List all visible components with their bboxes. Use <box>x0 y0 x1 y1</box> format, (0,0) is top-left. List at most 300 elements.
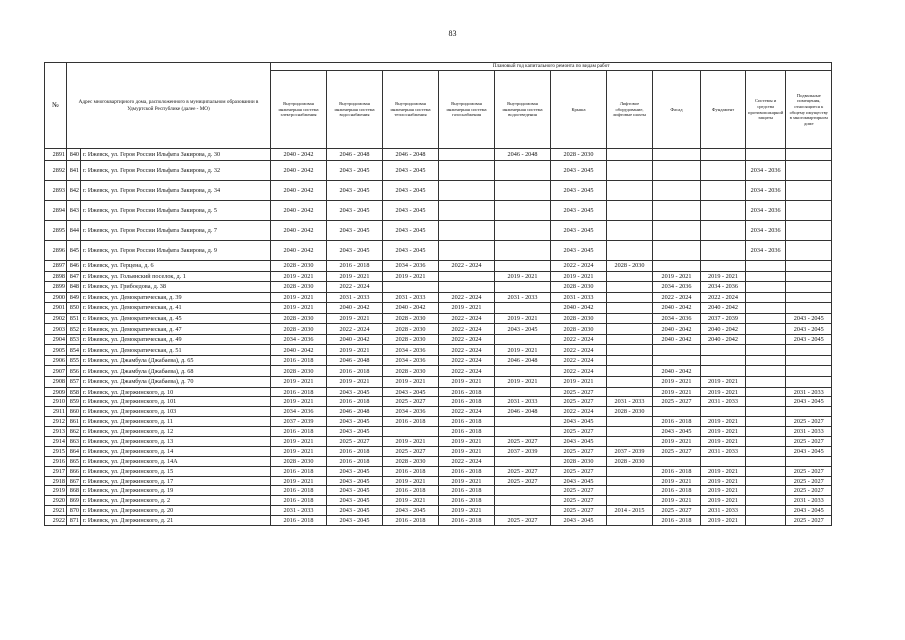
row-year-cell: 2043 - 2045 <box>383 221 439 241</box>
row-year-cell: 2019 - 2021 <box>271 476 327 486</box>
row-year-cell <box>495 334 551 345</box>
row-year-cell: 2025 - 2027 <box>495 516 551 526</box>
row-year-cell: 2022 - 2024 <box>327 282 383 293</box>
row-year-cell <box>607 221 653 241</box>
row-year-cell: 2022 - 2024 <box>701 292 746 303</box>
row-year-cell: 2025 - 2027 <box>495 437 551 447</box>
row-year-cell <box>701 161 746 181</box>
row-year-cell: 2028 - 2030 <box>383 456 439 466</box>
row-year-cell: 2043 - 2045 <box>327 161 383 181</box>
row-year-cell <box>607 149 653 161</box>
row-year-cell: 2016 - 2018 <box>271 427 327 437</box>
row-year-cell: 2046 - 2048 <box>495 355 551 366</box>
row-year-cell: 2043 - 2045 <box>383 201 439 221</box>
row-year-cell <box>786 261 832 272</box>
row-year-cell: 2019 - 2021 <box>271 303 327 314</box>
row-year-cell <box>439 241 495 261</box>
row-year-cell: 2016 - 2018 <box>327 446 383 456</box>
row-year-cell <box>653 355 701 366</box>
row-year-cell: 2019 - 2021 <box>495 377 551 388</box>
row-year-cell <box>786 149 832 161</box>
row-year-cell <box>495 486 551 496</box>
row-mo-number: 863 <box>67 437 81 447</box>
row-year-cell <box>439 201 495 221</box>
row-year-cell: 2031 - 2033 <box>701 446 746 456</box>
row-number: 2909 <box>45 387 67 397</box>
table-row <box>45 261 832 272</box>
row-year-cell <box>746 282 786 293</box>
row-address: г. Ижевск, ул. Демократическая, д. 39 <box>81 292 271 303</box>
row-year-cell <box>607 476 653 486</box>
row-year-cell: 2019 - 2021 <box>701 466 746 476</box>
row-year-cell <box>746 486 786 496</box>
row-year-cell: 2022 - 2024 <box>439 292 495 303</box>
row-year-cell <box>701 407 746 417</box>
table-row <box>45 366 832 377</box>
row-year-cell: 2043 - 2045 <box>327 476 383 486</box>
row-year-cell: 2040 - 2042 <box>653 334 701 345</box>
row-mo-number: 841 <box>67 161 81 181</box>
row-mo-number: 861 <box>67 417 81 427</box>
row-number: 2894 <box>45 201 67 221</box>
row-mo-number: 870 <box>67 506 81 516</box>
row-year-cell: 2019 - 2021 <box>701 476 746 486</box>
row-year-cell: 2019 - 2021 <box>383 476 439 486</box>
row-year-cell <box>746 417 786 427</box>
row-year-cell <box>746 313 786 324</box>
row-year-cell: 2019 - 2021 <box>271 377 327 388</box>
row-year-cell: 2034 - 2036 <box>746 201 786 221</box>
table-row <box>45 437 832 447</box>
row-year-cell <box>495 496 551 506</box>
row-year-cell <box>701 241 746 261</box>
row-year-cell: 2025 - 2027 <box>786 476 832 486</box>
row-year-cell: 2019 - 2021 <box>551 271 607 282</box>
row-year-cell <box>607 366 653 377</box>
row-year-cell <box>701 149 746 161</box>
row-address: г. Ижевск, ул. Героя России Ильфата Закирова, д. 34 <box>81 181 271 201</box>
row-year-cell: 2016 - 2018 <box>653 417 701 427</box>
row-year-cell <box>653 345 701 356</box>
row-year-cell: 2031 - 2033 <box>701 397 746 407</box>
table-row <box>45 161 832 181</box>
row-year-cell <box>746 366 786 377</box>
row-address: г. Ижевск, ул. Джамбула (Джабаева), д. 65 <box>81 355 271 366</box>
row-address: г. Ижевск, ул. Дзержинского, д. 21 <box>81 516 271 526</box>
row-year-cell: 2031 - 2033 <box>327 292 383 303</box>
row-year-cell: 2043 - 2045 <box>383 181 439 201</box>
row-year-cell: 2016 - 2018 <box>653 486 701 496</box>
row-year-cell: 2028 - 2030 <box>607 261 653 272</box>
row-year-cell <box>746 377 786 388</box>
row-year-cell: 2040 - 2042 <box>271 345 327 356</box>
row-number: 2922 <box>45 516 67 526</box>
row-year-cell: 2025 - 2027 <box>786 516 832 526</box>
row-year-cell <box>653 456 701 466</box>
row-year-cell: 2022 - 2024 <box>439 407 495 417</box>
row-year-cell <box>653 201 701 221</box>
row-year-cell <box>495 261 551 272</box>
row-address: г. Ижевск, ул. Демократическая, д. 49 <box>81 334 271 345</box>
row-year-cell <box>653 407 701 417</box>
row-address: г. Ижевск, ул. Героя России Ильфата Закирова, д. 30 <box>81 149 271 161</box>
row-year-cell: 2028 - 2030 <box>607 456 653 466</box>
row-year-cell: 2031 - 2033 <box>495 397 551 407</box>
row-year-cell: 2028 - 2030 <box>551 456 607 466</box>
row-year-cell <box>786 345 832 356</box>
row-year-cell: 2019 - 2021 <box>495 271 551 282</box>
row-year-cell: 2031 - 2033 <box>701 506 746 516</box>
row-year-cell <box>607 313 653 324</box>
row-year-cell: 2043 - 2045 <box>327 417 383 427</box>
row-year-cell: 2046 - 2048 <box>495 149 551 161</box>
row-address: г. Ижевск, ул. Джамбула (Джабаева), д. 68 <box>81 366 271 377</box>
row-year-cell: 2025 - 2027 <box>551 506 607 516</box>
row-year-cell <box>786 221 832 241</box>
row-number: 2902 <box>45 313 67 324</box>
row-address: г. Ижевск, ул. Дзержинского, д. 14 <box>81 446 271 456</box>
table-row <box>45 241 832 261</box>
row-year-cell <box>653 221 701 241</box>
row-year-cell: 2025 - 2027 <box>383 397 439 407</box>
row-year-cell: 2028 - 2030 <box>383 334 439 345</box>
row-year-cell <box>607 303 653 314</box>
row-year-cell: 2034 - 2036 <box>653 313 701 324</box>
row-mo-number: 842 <box>67 181 81 201</box>
table-row <box>45 516 832 526</box>
row-year-cell <box>746 324 786 335</box>
row-year-cell <box>746 345 786 356</box>
row-year-cell <box>786 303 832 314</box>
row-year-cell <box>495 387 551 397</box>
table-row <box>45 417 832 427</box>
row-number: 2920 <box>45 496 67 506</box>
row-year-cell: 2034 - 2036 <box>271 334 327 345</box>
row-year-cell: 2040 - 2042 <box>653 303 701 314</box>
row-year-cell: 2043 - 2045 <box>327 506 383 516</box>
row-year-cell: 2040 - 2042 <box>701 334 746 345</box>
row-number: 2912 <box>45 417 67 427</box>
row-year-cell: 2019 - 2021 <box>701 486 746 496</box>
row-mo-number: 866 <box>67 466 81 476</box>
row-number: 2916 <box>45 456 67 466</box>
row-year-cell: 2040 - 2042 <box>383 303 439 314</box>
row-year-cell: 2016 - 2018 <box>439 496 495 506</box>
row-year-cell: 2022 - 2024 <box>653 292 701 303</box>
row-year-cell: 2043 - 2045 <box>327 221 383 241</box>
row-year-cell <box>786 282 832 293</box>
table-row <box>45 324 832 335</box>
row-year-cell: 2019 - 2021 <box>701 417 746 427</box>
row-year-cell: 2046 - 2048 <box>383 149 439 161</box>
table-row <box>45 427 832 437</box>
row-year-cell: 2016 - 2018 <box>439 427 495 437</box>
row-mo-number: 856 <box>67 366 81 377</box>
row-year-cell: 2043 - 2045 <box>327 466 383 476</box>
row-number: 2899 <box>45 282 67 293</box>
row-year-cell: 2019 - 2021 <box>439 446 495 456</box>
row-year-cell: 2022 - 2024 <box>327 324 383 335</box>
row-year-cell <box>746 516 786 526</box>
row-year-cell: 2043 - 2045 <box>551 221 607 241</box>
row-number: 2910 <box>45 397 67 407</box>
row-year-cell <box>786 377 832 388</box>
row-year-cell: 2031 - 2033 <box>786 427 832 437</box>
row-year-cell: 2040 - 2042 <box>271 241 327 261</box>
row-year-cell: 2043 - 2045 <box>551 437 607 447</box>
row-year-cell: 2016 - 2018 <box>271 486 327 496</box>
row-year-cell: 2043 - 2045 <box>327 241 383 261</box>
row-year-cell: 2028 - 2030 <box>383 324 439 335</box>
row-year-cell <box>701 456 746 466</box>
row-address: г. Ижевск, ул. Дзержинского, д. 20 <box>81 506 271 516</box>
row-year-cell <box>746 149 786 161</box>
row-year-cell: 2031 - 2033 <box>786 387 832 397</box>
header-elevator: Лифтовое оборудование, лифтовые шахты <box>607 71 653 149</box>
row-year-cell <box>607 241 653 261</box>
row-year-cell: 2043 - 2045 <box>551 161 607 181</box>
row-year-cell: 2034 - 2036 <box>746 221 786 241</box>
row-year-cell: 2016 - 2018 <box>271 496 327 506</box>
row-year-cell <box>746 387 786 397</box>
row-mo-number: 860 <box>67 407 81 417</box>
row-mo-number: 854 <box>67 345 81 356</box>
row-year-cell: 2022 - 2024 <box>551 355 607 366</box>
table-row <box>45 201 832 221</box>
row-address: г. Ижевск, ул. Дзержинского, д. 19 <box>81 486 271 496</box>
row-year-cell: 2019 - 2021 <box>653 387 701 397</box>
row-year-cell: 2016 - 2018 <box>439 466 495 476</box>
row-year-cell: 2022 - 2024 <box>439 334 495 345</box>
row-year-cell: 2025 - 2027 <box>653 446 701 456</box>
row-year-cell <box>607 427 653 437</box>
row-mo-number: 844 <box>67 221 81 241</box>
row-address: г. Ижевск, ул. Герцена, д. 6 <box>81 261 271 272</box>
row-mo-number: 868 <box>67 486 81 496</box>
row-year-cell: 2016 - 2018 <box>439 516 495 526</box>
header-num: № <box>45 63 67 149</box>
row-year-cell: 2019 - 2021 <box>653 476 701 486</box>
row-year-cell: 2019 - 2021 <box>551 377 607 388</box>
row-year-cell <box>495 241 551 261</box>
row-year-cell: 2043 - 2045 <box>327 496 383 506</box>
header-drain: Внутридомовая инженерная система водоотведения <box>495 71 551 149</box>
row-year-cell <box>495 221 551 241</box>
row-year-cell <box>495 303 551 314</box>
row-year-cell: 2028 - 2030 <box>383 313 439 324</box>
row-address: г. Ижевск, ул. Дзержинского, д. 103 <box>81 407 271 417</box>
row-year-cell: 2034 - 2036 <box>701 282 746 293</box>
row-year-cell: 2043 - 2045 <box>786 313 832 324</box>
row-mo-number: 843 <box>67 201 81 221</box>
row-mo-number: 864 <box>67 446 81 456</box>
row-year-cell: 2028 - 2030 <box>271 366 327 377</box>
row-year-cell: 2022 - 2024 <box>439 366 495 377</box>
table-row <box>45 355 832 366</box>
repair-schedule-table <box>44 62 832 526</box>
row-year-cell: 2019 - 2021 <box>271 437 327 447</box>
row-year-cell <box>701 355 746 366</box>
row-number: 2918 <box>45 476 67 486</box>
row-year-cell: 2025 - 2027 <box>551 446 607 456</box>
row-year-cell: 2034 - 2036 <box>653 282 701 293</box>
row-year-cell: 2031 - 2033 <box>271 506 327 516</box>
header-address: Адрес многоквартирного дома, расположенного в муниципальном образовании в Удмуртской Республике (далее - МО) <box>67 63 271 149</box>
row-year-cell: 2040 - 2042 <box>271 161 327 181</box>
row-year-cell: 2022 - 2024 <box>551 407 607 417</box>
header-foundation: Фундамент <box>701 71 746 149</box>
row-year-cell: 2031 - 2033 <box>495 292 551 303</box>
row-year-cell: 2016 - 2018 <box>327 366 383 377</box>
row-mo-number: 857 <box>67 377 81 388</box>
table-row <box>45 446 832 456</box>
row-address: г. Ижевск, ул. Героя России Ильфата Закирова, д. 5 <box>81 201 271 221</box>
row-year-cell: 2028 - 2030 <box>551 149 607 161</box>
header-group: Плановый год капитального ремонта по видам работ <box>271 63 832 71</box>
row-year-cell <box>746 334 786 345</box>
row-year-cell: 2016 - 2018 <box>383 466 439 476</box>
row-year-cell <box>495 181 551 201</box>
row-year-cell <box>607 334 653 345</box>
row-year-cell <box>383 282 439 293</box>
row-number: 2904 <box>45 334 67 345</box>
table-row <box>45 313 832 324</box>
table-row <box>45 506 832 516</box>
row-number: 2897 <box>45 261 67 272</box>
row-year-cell <box>701 261 746 272</box>
row-year-cell: 2016 - 2018 <box>383 486 439 496</box>
row-year-cell: 2028 - 2030 <box>551 313 607 324</box>
row-year-cell: 2022 - 2024 <box>439 313 495 324</box>
row-mo-number: 846 <box>67 261 81 272</box>
row-year-cell: 2046 - 2048 <box>495 407 551 417</box>
row-year-cell <box>607 486 653 496</box>
row-year-cell: 2025 - 2027 <box>495 466 551 476</box>
row-number: 2891 <box>45 149 67 161</box>
table-row <box>45 377 832 388</box>
row-number: 2919 <box>45 486 67 496</box>
row-year-cell <box>495 456 551 466</box>
row-year-cell: 2034 - 2036 <box>383 345 439 356</box>
row-year-cell <box>495 417 551 427</box>
row-year-cell: 2016 - 2018 <box>439 397 495 407</box>
row-year-cell: 2043 - 2045 <box>786 334 832 345</box>
row-year-cell: 2028 - 2030 <box>271 282 327 293</box>
row-year-cell: 2022 - 2024 <box>439 456 495 466</box>
row-year-cell: 2043 - 2045 <box>327 427 383 437</box>
row-year-cell: 2022 - 2024 <box>439 345 495 356</box>
row-year-cell <box>495 282 551 293</box>
row-address: г. Ижевск, ул. Демократическая, д. 47 <box>81 324 271 335</box>
row-year-cell: 2022 - 2024 <box>551 345 607 356</box>
row-year-cell: 2016 - 2018 <box>327 261 383 272</box>
row-year-cell <box>701 345 746 356</box>
row-year-cell: 2040 - 2042 <box>327 303 383 314</box>
row-year-cell: 2019 - 2021 <box>271 446 327 456</box>
row-year-cell: 2016 - 2018 <box>439 387 495 397</box>
row-year-cell <box>653 241 701 261</box>
header-basement: Подвальные помещения, относящиеся к общему имуществу в многоквартирном доме <box>786 71 832 149</box>
row-year-cell <box>786 161 832 181</box>
row-year-cell: 2016 - 2018 <box>653 466 701 476</box>
table-row <box>45 345 832 356</box>
row-address: г. Ижевск, ул. Грибоедова, д. 38 <box>81 282 271 293</box>
row-year-cell <box>607 496 653 506</box>
row-year-cell: 2016 - 2018 <box>653 516 701 526</box>
row-year-cell: 2019 - 2021 <box>383 437 439 447</box>
row-number: 2908 <box>45 377 67 388</box>
row-address: г. Ижевск, ул. Демократическая, д. 41 <box>81 303 271 314</box>
row-year-cell: 2028 - 2030 <box>551 324 607 335</box>
row-year-cell: 2019 - 2021 <box>701 387 746 397</box>
row-mo-number: 852 <box>67 324 81 335</box>
row-year-cell: 2019 - 2021 <box>653 496 701 506</box>
row-year-cell: 2040 - 2042 <box>701 303 746 314</box>
row-year-cell: 2028 - 2030 <box>271 324 327 335</box>
row-year-cell <box>653 161 701 181</box>
row-number: 2921 <box>45 506 67 516</box>
row-mo-number: 865 <box>67 456 81 466</box>
row-year-cell: 2019 - 2021 <box>383 377 439 388</box>
row-year-cell <box>607 271 653 282</box>
row-year-cell: 2019 - 2021 <box>701 427 746 437</box>
row-year-cell: 2019 - 2021 <box>439 506 495 516</box>
row-address: г. Ижевск, ул. Демократическая, д. 45 <box>81 313 271 324</box>
row-year-cell: 2043 - 2045 <box>786 446 832 456</box>
row-address: г. Ижевск, ул. Героя России Ильфата Закирова, д. 9 <box>81 241 271 261</box>
row-year-cell: 2019 - 2021 <box>383 271 439 282</box>
row-address: г. Ижевск, ул. Дзержинского, д. 15 <box>81 466 271 476</box>
page-number: 83 <box>448 29 457 38</box>
row-year-cell: 2025 - 2027 <box>495 476 551 486</box>
row-year-cell: 2025 - 2027 <box>786 466 832 476</box>
row-year-cell <box>786 355 832 366</box>
row-year-cell: 2022 - 2024 <box>439 261 495 272</box>
row-year-cell: 2025 - 2027 <box>551 466 607 476</box>
row-year-cell <box>746 292 786 303</box>
row-year-cell: 2043 - 2045 <box>327 201 383 221</box>
row-year-cell <box>746 446 786 456</box>
row-number: 2913 <box>45 427 67 437</box>
row-year-cell: 2014 - 2015 <box>607 506 653 516</box>
row-year-cell <box>746 506 786 516</box>
row-year-cell: 2028 - 2030 <box>551 282 607 293</box>
row-year-cell: 2034 - 2036 <box>746 241 786 261</box>
row-year-cell: 2037 - 2039 <box>607 446 653 456</box>
row-year-cell <box>607 466 653 476</box>
row-year-cell: 2043 - 2045 <box>551 417 607 427</box>
row-year-cell <box>607 516 653 526</box>
row-year-cell: 2031 - 2033 <box>551 292 607 303</box>
row-address: г. Ижевск, ул. Дзержинского, д. 101 <box>81 397 271 407</box>
row-year-cell: 2034 - 2036 <box>383 261 439 272</box>
row-number: 2917 <box>45 466 67 476</box>
header-facade: Фасад <box>653 71 701 149</box>
row-year-cell: 2022 - 2024 <box>439 324 495 335</box>
table-row <box>45 282 832 293</box>
table-row <box>45 303 832 314</box>
row-year-cell: 2019 - 2021 <box>327 377 383 388</box>
row-year-cell: 2019 - 2021 <box>653 437 701 447</box>
row-year-cell: 2022 - 2024 <box>551 334 607 345</box>
row-year-cell: 2043 - 2045 <box>786 324 832 335</box>
row-year-cell: 2025 - 2027 <box>653 397 701 407</box>
row-year-cell: 2019 - 2021 <box>701 496 746 506</box>
row-year-cell <box>495 201 551 221</box>
row-year-cell: 2043 - 2045 <box>551 241 607 261</box>
row-year-cell <box>746 496 786 506</box>
row-year-cell: 2034 - 2036 <box>383 407 439 417</box>
